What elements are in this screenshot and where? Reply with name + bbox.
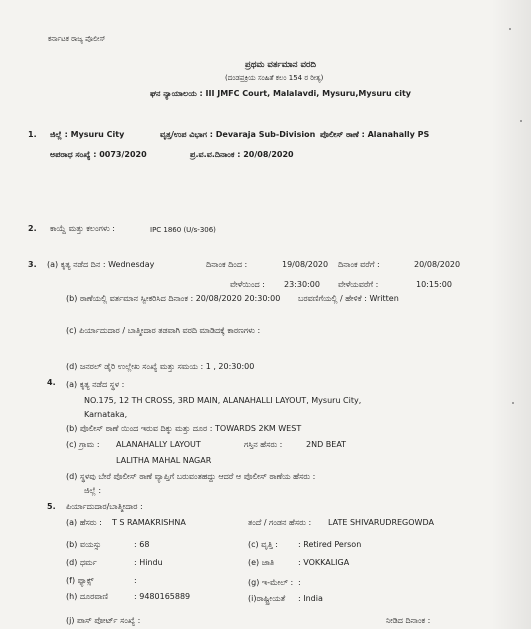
info-received-date: (b) ಠಾಣೆಯಲ್ಲಿ ವರ್ತಮಾನ ಸ್ವೀಕರಿಸಿದ ದಿನಾಂಕ : 20/08/2020 20:30:00 (66, 294, 281, 303)
address-line-1: NO.175, 12 TH CROSS, 3RD MAIN, ALANAHALLI LAYOUT, Mysuru City, (84, 396, 362, 405)
state-police-label: ಕರ್ನಾಟಕ ರಾಜ್ಯ ಪೊಲೀಸ್ (48, 35, 106, 43)
place-of-occurrence-label: (a) ಕೃತ್ಯ ನಡೆದ ಸ್ಥಳ : (66, 380, 125, 389)
section-number: 2. (28, 224, 37, 233)
nationality-label: (i)ರಾಷ್ಟ್ರೀಯತೆ (248, 594, 286, 603)
date-to-label: ದಿನಾಂಕ ವರೆಗೆ : (338, 260, 380, 269)
fax-label: (f) ಫ್ಯಾಕ್ಸ್ (66, 576, 94, 585)
age-label: (b) ವಯಸ್ಸು (66, 540, 102, 549)
caste-value: : VOKKALIGA (298, 558, 350, 567)
section-number: 5. (47, 502, 56, 511)
fir-date-field: ಪ್ರ.ವ.ವ.ದಿನಾಂಕ : 20/08/2020 (190, 150, 294, 159)
police-station-field: ಪೊಲೀಸ್ ಠಾಣೆ : Alanahally PS (320, 130, 430, 139)
time-to-label: ವೇಳೆಯವರೆಗೆ : (338, 280, 379, 289)
village-label: (c) ಗ್ರಾಮ : (66, 440, 100, 449)
caste-label: (e) ಜಾತಿ (248, 558, 275, 567)
religion-label: (d) ಧರ್ಮ (66, 558, 97, 567)
time-from-value: 23:30:00 (284, 280, 320, 289)
address-line-2: Karnataka, (84, 410, 128, 419)
date-from-value: 19/08/2020 (282, 260, 329, 269)
beat-label: ಗಸ್ತಿನ ಹೆಸರು : (244, 440, 283, 449)
delay-reason-label: (c) ಪಿರ್ಯಾದುದಾರ / ಬಾತ್ಮೀದಾರ ತಡವಾಗಿ ವರದಿ ಮಾಡಿದಕ್ಕೆ ಕಾರಣಗಳು : (66, 326, 261, 335)
time-to-value: 10:15:00 (416, 280, 452, 289)
passport-issue-date-label: ನೀಡಿದ ದಿನಾಂಕ : (386, 616, 431, 625)
village-value: ALANAHALLY LAYOUT (116, 440, 201, 449)
document-subtitle: (ದಂಡಪ್ರಕ್ರಿಯ ಸಂಹಿತೆ ಕಲಂ 154 ರ ರೀತ್ಯ) (225, 74, 324, 82)
acts-label: ಕಾಯ್ದೆ ಮತ್ತು ಕಲಂಗಳು : (50, 224, 115, 233)
section-number: 3. (28, 260, 37, 269)
paper-mark (509, 28, 511, 30)
phone-value: : 9480165889 (134, 592, 191, 601)
religion-value: : Hindu (134, 558, 163, 567)
age-value: : 68 (134, 540, 150, 549)
court-name: ಘನ ನ್ಯಾಯಾಲಯ : III JMFC Court, Malalavdi, Mysuru,Mysuru city (150, 89, 412, 98)
other-district-label: ಜಿಲ್ಲೆ : (84, 486, 102, 495)
other-station-label: (d) ಸ್ಥಳವು ಬೇರೆ ಪೊಲೀಸ್ ಠಾಣೆ ವ್ಯಾಪ್ತಿಗೆ ಬರುವಂತಹದ್ದು ಆದರೆ ಆ ಪೊಲೀಸ್ ಠಾಣೆಯ ಹೆಸರು : (66, 472, 316, 481)
father-name-value: LATE SHIVARUDREGOWDA (328, 518, 434, 527)
document-title: ಪ್ರಥಮ ವರ್ತಮಾನ ವರದಿ (245, 60, 316, 70)
occupation-label: (c) ವೃತ್ತಿ : (248, 540, 278, 549)
beat-value: 2ND BEAT (306, 440, 347, 449)
paper-mark (512, 402, 514, 404)
fax-value: : (134, 576, 137, 585)
general-diary-ref: (d) ಜನರಲ್ ಡೈರಿ ಉಲ್ಲೇಖ ಸಂಖ್ಯೆ ಮತ್ತು ಸಮಯ : 1 , 20:30:00 (66, 362, 255, 371)
name-value: T S RAMAKRISHNA (112, 518, 186, 527)
direction-distance: (b) ಪೊಲೀಸ್ ಠಾಣೆ ಯಿಂದ ಇರುವ ದಿಕ್ಕು ಮತ್ತು ದೂರ : TOWARDS 2KM WEST (66, 424, 302, 433)
subdivision-field: ವೃತ್ತ/ಉಪ ವಿಭಾಗ : Devaraja Sub-Division (160, 130, 316, 139)
email-value: : (298, 578, 301, 587)
acts-value: IPC 1860 (U/s-306) (150, 226, 216, 234)
date-to-value: 20/08/2020 (414, 260, 461, 269)
occupation-value: : Retired Person (298, 540, 362, 549)
name-label: (a) ಹೆಸರು : (66, 518, 102, 527)
father-name-label: ತಂದೆ / ಗಂಡನ ಹೆಸರು : (248, 518, 312, 527)
info-type: ಬರವಣಿಗೆಯಲ್ಲಿ / ಹೇಳಿಕೆ : Written (298, 294, 399, 303)
village-value-2: LALITHA MAHAL NAGAR (116, 456, 212, 465)
district-field: ಜಿಲ್ಲೆ : Mysuru City (50, 130, 125, 139)
phone-label: (h) ದೂರವಾಣಿ (66, 592, 108, 601)
passport-label: (j) ಪಾಸ್ ಪೋರ್ಟ್ ಸಂಖ್ಯೆ : (66, 616, 141, 625)
date-from-label: ದಿನಾಂಕ ದಿಂದ : (206, 260, 248, 269)
crime-number-field: ಅಪರಾಧ ಸಂಖ್ಯೆ : 0073/2020 (50, 150, 147, 159)
occurrence-day: (a) ಕೃತ್ಯ ನಡೆದ ದಿನ : Wednesday (47, 260, 155, 269)
section-number: 1. (28, 130, 37, 139)
paper-mark (520, 120, 522, 122)
complainant-heading: ಪಿರ್ಯಾದುದಾರ/ಬಾತ್ಮೀದಾರ : (66, 502, 143, 511)
time-from-label: ವೇಳೆಯಿಂದ : (230, 280, 265, 289)
nationality-value: : India (298, 594, 323, 603)
email-label: (g) ಇ-ಮೇಲ್ : (248, 578, 294, 587)
section-number: 4. (47, 378, 56, 387)
